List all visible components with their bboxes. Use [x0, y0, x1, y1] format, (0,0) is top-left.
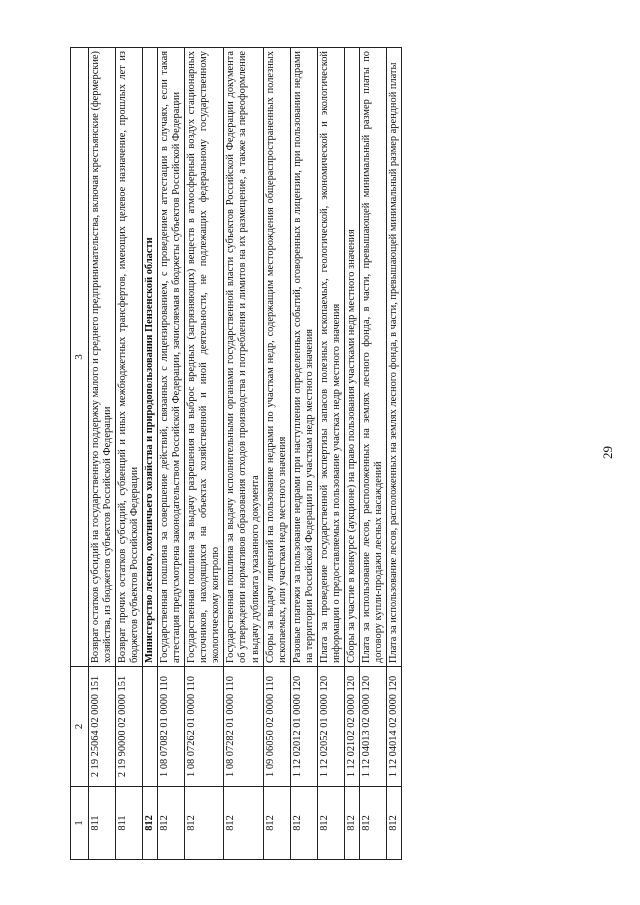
revenue-code [143, 667, 158, 787]
revenue-name: Плата за использование лесов, расположенных на землях лесного фонда, в части, превышающей минимальный размер арендной платы [387, 48, 402, 667]
revenue-code: 1 09 06050 02 0000 110 [263, 667, 290, 787]
revenue-name: Государственная пошлина за совершение действий, связанных с лицензированием, с проведением аттестации в случаях, если такая аттестация предусмотрена законодательством Российской Федерации, зачисляемая в бюджеты субъектов Российской Федерации [158, 48, 185, 667]
revenue-name: Сборы за участие в конкурсе (аукционе) на право пользования участками недр местного значения [344, 48, 359, 667]
table-row [115, 48, 142, 860]
table-row [317, 48, 344, 860]
administrator-code: 812 [185, 787, 224, 860]
revenue-code: 1 08 07282 01 0000 110 [224, 667, 263, 787]
revenue-code: 1 12 02052 01 0000 120 [317, 667, 344, 787]
revenue-name: Государственная пошлина за выдачу исполнительными органами государственной власти субъектов Российской Федерации документа об утверждении нормативов образования отходов производства и потребления и лимитов на их размещение, а также за переоформление и выдачу дубликата указанного документа [224, 48, 263, 667]
administrator-code: 812 [263, 787, 290, 860]
budget-revenue-table [70, 47, 402, 860]
table-row [344, 48, 359, 860]
administrator-code: 811 [115, 787, 142, 860]
administrator-code: 811 [88, 787, 115, 860]
table-row [360, 48, 387, 860]
revenue-code: 1 08 07262 01 0000 110 [185, 667, 224, 787]
revenue-code: 2 19 90000 02 0000 151 [115, 667, 142, 787]
table-row [88, 48, 115, 860]
administrator-code: 812 [290, 787, 317, 860]
administrator-code: 812 [344, 787, 359, 860]
page-number: 29 [600, 446, 615, 459]
table-row [263, 48, 290, 860]
table-row [185, 48, 224, 860]
column-header-2: 2 [71, 667, 89, 787]
revenue-name: Возврат прочих остатков субсидий, субвенций и иных межбюджетных трансфертов, имеющих целевое назначение, прошлых лет из бюджетов субъектов Российской Федерации [115, 48, 142, 667]
revenue-code: 1 12 02012 01 0000 120 [290, 667, 317, 787]
revenue-name: Плата за использование лесов, расположенных на землях лесного фонда, в части, превышающей минимальный размер платы по договору купли-продажи лесных насаждений [360, 48, 387, 667]
revenue-code: 1 12 04013 02 0000 120 [360, 667, 387, 787]
administrator-name: Министерство лесного, охотничьего хозяйства и природопользования Пензенской области [143, 48, 158, 667]
administrator-code: 812 [387, 787, 402, 860]
administrator-code: 812 [360, 787, 387, 860]
revenue-name: Плата за проведение государственной экспертизы запасов полезных ископаемых, геологической, экономической и экологической информации о предоставляемых в пользование участках недр местного значения [317, 48, 344, 667]
administrator-code: 812 [317, 787, 344, 860]
revenue-name: Разовые платежи за пользование недрами при наступлении определенных событий, оговоренных в лицензии, при пользовании недрами на территории Российской Федерации по участкам недр местного значения [290, 48, 317, 667]
revenue-code: 1 12 04014 02 0000 120 [387, 667, 402, 787]
administrator-code: 812 [224, 787, 263, 860]
table-header-row [71, 48, 89, 860]
revenue-code: 1 12 02102 02 0000 120 [344, 667, 359, 787]
revenue-code: 1 08 07082 01 0000 110 [158, 667, 185, 787]
table-row [158, 48, 185, 860]
table-row [387, 48, 402, 860]
table-row [290, 48, 317, 860]
administrator-code: 812 [143, 787, 158, 860]
administrator-code: 812 [158, 787, 185, 860]
revenue-name: Государственная пошлина за выдачу разрешения на выброс вредных (загрязняющих) веществ в атмосферный воздух стационарных источников, находящихся на объектах хозяйственной и иной деятельности, не подлежащих федеральному государственному экологическому контролю [185, 48, 224, 667]
revenue-code: 2 19 25064 02 0000 151 [88, 667, 115, 787]
column-header-3: 3 [71, 48, 89, 667]
revenue-name: Сборы за выдачу лицензий на пользование недрами по участкам недр, содержащим месторождения общераспространенных полезных ископаемых, или участкам недр местного значения [263, 48, 290, 667]
table-row [224, 48, 263, 860]
revenue-name: Возврат остатков субсидий на государственную поддержку малого и среднего предпринимательства, включая крестьянские (фермерские) хозяйства, из бюджетов субъектов Российской Федерации [88, 48, 115, 667]
column-header-1: 1 [71, 787, 89, 860]
table-row-group-heading [143, 48, 158, 860]
